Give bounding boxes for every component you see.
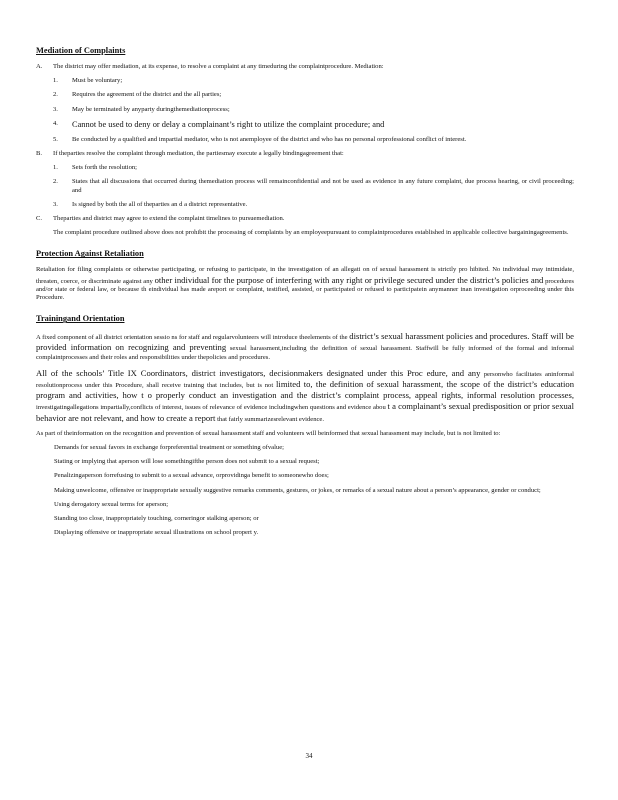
item-label: A. — [36, 63, 43, 70]
page-number: 34 — [305, 752, 313, 760]
list-item: 2. Requires the agreement of the district and the all parties; — [53, 91, 222, 99]
list-item: Stating or implying that aperson will lose somethingifthe person does not submit to a sexual request; — [54, 458, 320, 466]
list-item: 1. Sets forth the resolution; — [53, 164, 138, 172]
mediation-b-list — [53, 164, 574, 209]
item-text: If theparties resolve the complaint through mediation, the partiesmay execute a legally bindingagreement that: — [53, 150, 344, 158]
list-item: 3. May be terminated by anyparty duringthemediationprocess; — [53, 105, 230, 113]
mediation-item-c — [36, 215, 574, 223]
list-item: 3. Is signed by both the all of theparties an d a district representative. — [53, 200, 248, 208]
list-item: 1. Must be voluntary; — [53, 77, 123, 85]
harassment-examples-list — [36, 444, 574, 537]
mediation-item-a — [36, 63, 574, 71]
training-paragraph-1: A fixed component of all district orientation sessio ns for staff and regularvolunteers will introduce theelements of the district’s sexual harassment policies and procedures. Staff will be provided information on recognizing and preventing sexual harassment,including the definition of sexual harassment. Staffwill be fully informed of the formal and informal complaintprocesses and their roles and responsibilities under thepolicies and procedures. — [36, 331, 575, 361]
retaliation-paragraph: Retaliation for filing complaints or otherwise participating, or refusing to participate, in the investigation of an allegati on of sexual harassment is strictly pro hibited. No individual may intimidate, threaten, coerce, or discriminate against any other individual for the purpose of interfering with any right or privilege secured under the district’s policies and procedures and/or state or federal law, or because th eindividual has made areport or complaint, testified, assisted, or participated or refused to participatein anymanner inan investigation orproceeding under this Procedure. — [36, 266, 574, 302]
retaliation-heading: Protection Against Retaliation — [36, 249, 144, 259]
list-item: Penalizingaperson forrefusing to submit to a sexual advance, orprovidinga benefit to someonewho does; — [54, 472, 329, 480]
list-item: Using derogatory sexual terms for aperson; — [54, 500, 169, 508]
list-item: 4. Cannot be used to deny or delay a complainant’s right to utilize the complaint procedure; and — [53, 119, 385, 129]
mediation-item-b — [36, 150, 574, 158]
mediation-heading: Mediation of Complaints — [36, 46, 126, 55]
list-item: 5. Be conducted by a qualified and impartial mediator, who is not anemployee of the district and who has no personal orprofessional conflict of interest. — [53, 135, 467, 143]
training-paragraph-3: As part of theinformation on the recognition and prevention of sexual harassment staff and volunteers will beinformed that sexual harassment may include, but is not limited to: — [36, 429, 501, 437]
document-page — [36, 46, 574, 544]
training-paragraph-2: All of the schools’ Title IX Coordinators, district investigators, decisionmakers designated under this Proc edure, and any personwho facilitates aninformal resolutionprocess under this Procedure, shall receive training that includes, but is not limited to, the definition of sexual harassment, the scope of the district’s education program and activities, how t o properly conduct an investigation and the district’s complaint process, appeal rights, informal resolution processes, investigatingallegations impartially,conflicts of interest, issues of relevance of evidence includingwhen questions and evidence abou t a complainant’s sexual predisposition or prior sexual behavior are not relevant, and how to create a report that fairly summarizesrelevant evidence. — [36, 367, 574, 423]
item-text: Theparties and district may agree to extend the complaint timelines to pursuemediation. — [53, 215, 285, 223]
mediation-closing-paragraph: The complaint procedure outlined above does not prohibit the processing of complaints by an employeepursuant to complaintprocedures established in applicable collective bargainingagreements. — [53, 229, 569, 237]
training-heading: Trainingand Orientation — [36, 314, 125, 324]
item-label: C. — [36, 215, 43, 223]
item-label: B. — [36, 150, 43, 158]
list-item: Displaying offensive or inappropriate sexual illustrations on school propert y. — [54, 529, 259, 537]
list-item: Demands for sexual favors in exchange forpreferential treatment or something ofvalue; — [54, 444, 284, 452]
list-item: 2. States that all discussions that occurred during themediation process will remainconfidential and not be used as evidence in any future complaint, due process hearing, or civil proceeding; and — [53, 178, 574, 194]
item-text: The district may offer mediation, at its expense, to resolve a complaint at any timeduring the complaintprocedure. Mediation: — [53, 63, 384, 70]
list-item: Making unwelcome, offensive or inappropriate sexually suggestive remarks comments, gestures, or jokes, or remarks of a sexual nature about a person’s appearance, gender or conduct; — [54, 486, 541, 494]
list-item: Standing too close, inappropriately touching, corneringor stalking aperson; or — [54, 515, 259, 523]
mediation-a-list — [53, 77, 574, 144]
